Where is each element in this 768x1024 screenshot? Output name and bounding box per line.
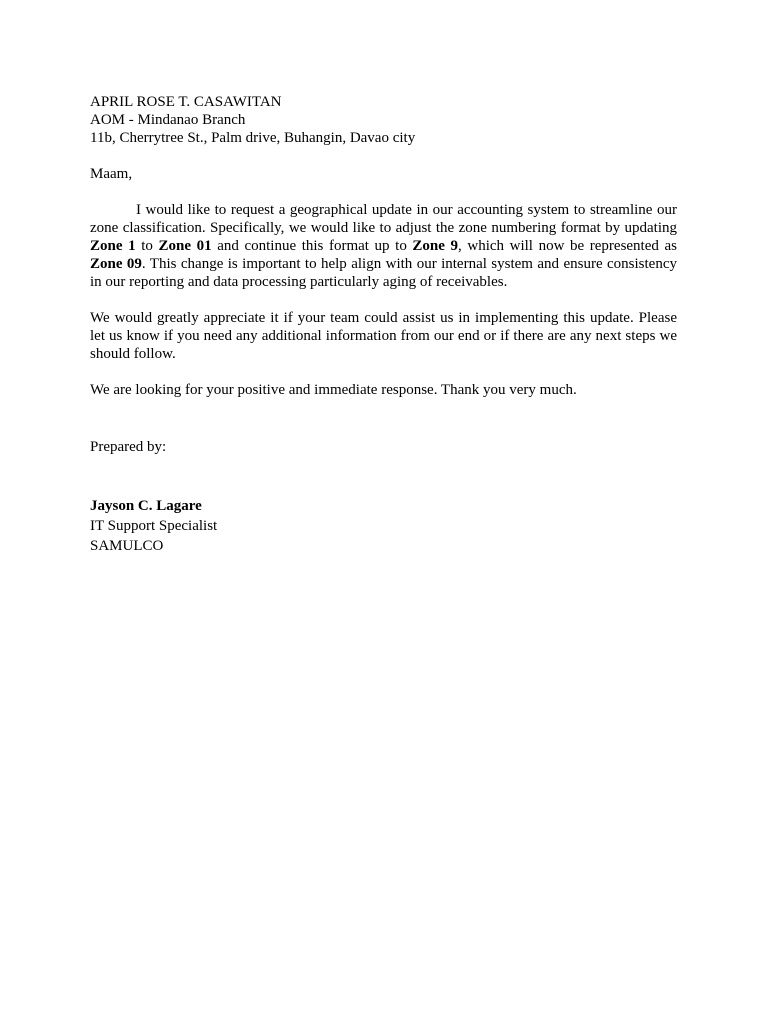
salutation: Maam, xyxy=(90,166,133,182)
recipient-block xyxy=(90,93,677,147)
signature-block xyxy=(90,496,677,556)
letter xyxy=(90,93,677,556)
recipient-name: APRIL ROSE T. CASAWITAN xyxy=(90,94,282,110)
signer-title: IT Support Specialist xyxy=(90,518,218,534)
body-paragraph-1: I would like to request a geographical update in our accounting system to streamline our zone classification. Specifically, we would like to adjust the zone numbering format by updating Zone 1 to Zone 01 and continue this format up to Zone 9, which will now be represented as Zone 09. This change is important to help align with our internal system and ensure consistency in our reporting and data processing particularly aging of receivables. xyxy=(90,202,677,290)
body-paragraph-3: We are looking for your positive and immediate response. Thank you very much. xyxy=(90,382,577,398)
prepared-by-label: Prepared by: xyxy=(90,439,167,455)
zone-9-text: Zone 9 xyxy=(412,238,459,254)
zone-09-text: Zone 09 xyxy=(90,256,142,272)
recipient-address: 11b, Cherrytree St., Palm drive, Buhangin, Davao city xyxy=(90,130,416,146)
zone-01-text: Zone 01 xyxy=(158,238,212,254)
zone-1-text: Zone 1 xyxy=(90,238,136,254)
signer-org: SAMULCO xyxy=(90,538,164,554)
recipient-branch: AOM - Mindanao Branch xyxy=(90,112,246,128)
body-paragraph-2: We would greatly appreciate it if your team could assist us in implementing this update. Please let us know if you need any additional information from our end or if there are any next steps we should follow. xyxy=(90,310,677,362)
signer-name: Jayson C. Lagare xyxy=(90,498,202,514)
